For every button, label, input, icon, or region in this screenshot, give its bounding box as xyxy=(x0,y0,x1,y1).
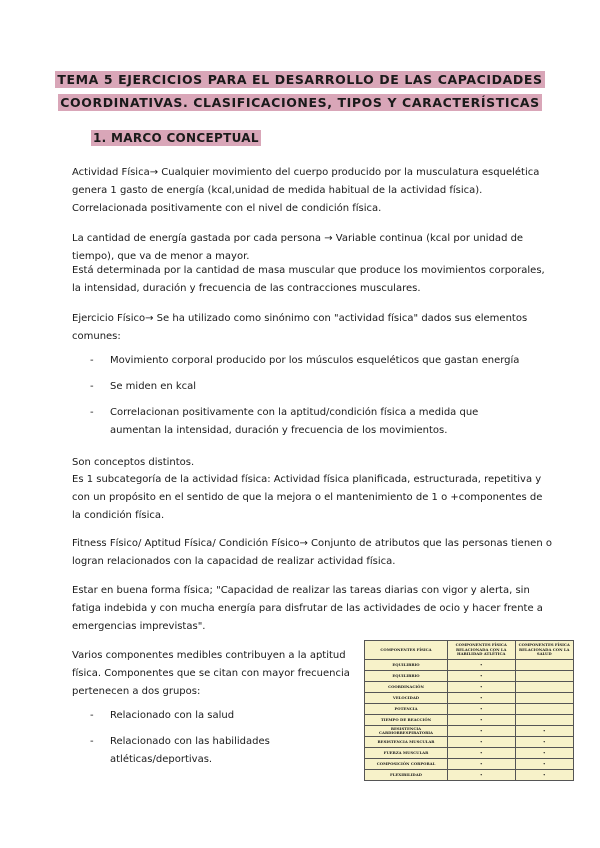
table-cell: EQUILIBRIO xyxy=(365,660,448,671)
table-row xyxy=(365,671,574,682)
paragraph-subcategoria: Es 1 subcategoría de la actividad física: Actividad física planificada, estructurada, repetitiva y con un propósito en el sentido de que la mejora o el mantenimiento de 1 o +componentes de la condición física. xyxy=(72,474,543,521)
table-cell: RESISTENCIA CARDIORRESPIRATORIA xyxy=(365,726,448,737)
table-cell xyxy=(515,715,574,726)
table-cell: • xyxy=(448,770,516,781)
table-cell: • xyxy=(515,759,574,770)
paragraph-actividad-fisica: Actividad Física→ Cualquier movimiento del cuerpo producido por la musculatura esquelética genera 1 gasto de energía (kcal,unidad de medida habitual de la actividad física). Correlacionada positivamente con el nivel de condición física. xyxy=(72,167,540,214)
table-cell: • xyxy=(448,693,516,704)
bullet-dash: - xyxy=(90,407,94,418)
table-cell: • xyxy=(515,748,574,759)
paragraph-ejercicio-fisico: Ejercicio Físico→ Se ha utilizado como sinónimo con "actividad física" dados sus elementos comunes: xyxy=(72,313,528,342)
table-cell: • xyxy=(515,737,574,748)
table-cell: TIEMPO DE REACCIÓN xyxy=(365,715,448,726)
table-row xyxy=(365,770,574,781)
table-cell: VELOCIDAD xyxy=(365,693,448,704)
table-header-row xyxy=(365,641,574,660)
table-row xyxy=(365,682,574,693)
paragraph-conceptos: Son conceptos distintos. xyxy=(72,457,195,468)
table-row xyxy=(365,726,574,737)
table-cell: • xyxy=(448,737,516,748)
table-row xyxy=(365,715,574,726)
table-cell xyxy=(515,660,574,671)
table-cell: COORDINACIÓN xyxy=(365,682,448,693)
table-cell xyxy=(515,682,574,693)
table-row xyxy=(365,759,574,770)
table-cell: FLEXIBILIDAD xyxy=(365,770,448,781)
table-cell: EQUILIBRIO xyxy=(365,671,448,682)
bullet-dash: - xyxy=(90,736,94,747)
table-cell: COMPOSICIÓN CORPORAL xyxy=(365,759,448,770)
bullet-dash: - xyxy=(90,381,94,392)
paragraph-fitness: Fitness Físico/ Aptitud Física/ Condición Físico→ Conjunto de atributos que las personas tienen o logran relacionados con la capacidad de realizar actividad física. xyxy=(72,538,552,567)
table-cell: RESISTENCIA MUSCULAR xyxy=(365,737,448,748)
bullet-item: Relacionado con las habilidades atléticas/deportivas. xyxy=(110,736,270,765)
table-cell: • xyxy=(448,704,516,715)
table-row xyxy=(365,748,574,759)
bullet-item: Correlacionan positivamente con la aptitud/condición física a medida que aumentan la intensidad, duración y frecuencia de los movimientos. xyxy=(110,407,479,436)
table-row xyxy=(365,693,574,704)
paragraph-componentes: Varios componentes medibles contribuyen a la aptitud física. Componentes que se citan con mayor frecuencia pertenecen a dos grupos: xyxy=(72,650,350,697)
table-cell: • xyxy=(448,748,516,759)
table-row xyxy=(365,660,574,671)
bullet-item: Relacionado con la salud xyxy=(110,710,235,721)
table-cell: • xyxy=(448,682,516,693)
section-heading: 1. MARCO CONCEPTUAL xyxy=(93,131,259,145)
table-cell: • xyxy=(448,671,516,682)
bullet-item: Movimiento corporal producido por los músculos esqueléticos que gastan energía xyxy=(110,355,520,366)
table-cell: POTENCIA xyxy=(365,704,448,715)
table-cell xyxy=(515,704,574,715)
table-cell: • xyxy=(448,660,516,671)
table-cell: FUERZA MUSCULAR xyxy=(365,748,448,759)
table-row xyxy=(365,737,574,748)
table-cell: • xyxy=(448,726,516,737)
bullet-dash: - xyxy=(90,710,94,721)
paragraph-masa-muscular: Está determinada por la cantidad de masa muscular que produce los movimientos corporales, la intensidad, duración y frecuencia de las contracciones musculares. xyxy=(72,265,545,294)
title-line-2: COORDINATIVAS. CLASIFICACIONES, TIPOS Y CARACTERÍSTICAS xyxy=(60,95,540,110)
table-row xyxy=(365,704,574,715)
table-header-cell: COMPONENTES FÍSICA xyxy=(365,641,448,660)
table-cell xyxy=(515,671,574,682)
table-cell: • xyxy=(515,726,574,737)
paragraph-buena-forma: Estar en buena forma física; "Capacidad de realizar las tareas diarias con vigor y alerta, sin fatiga indebida y con mucha energía para disfrutar de las actividades de ocio y hacer frente a emergencias imprevistas". xyxy=(72,585,543,632)
title-line-1: TEMA 5 EJERCICIOS PARA EL DESARROLLO DE LAS CAPACIDADES xyxy=(57,72,543,87)
bullet-dash: - xyxy=(90,355,94,366)
table-cell: • xyxy=(515,770,574,781)
table-cell xyxy=(515,693,574,704)
table-cell: • xyxy=(448,715,516,726)
table-header-cell: COMPONENTES FÍSICA RELACIONADA CON LA SALUD xyxy=(515,641,574,660)
paragraph-energia: La cantidad de energía gastada por cada persona → Variable continua (kcal por unidad de tiempo), que va de menor a mayor. xyxy=(72,233,524,262)
bullet-item: Se miden en kcal xyxy=(110,381,197,392)
components-table xyxy=(364,640,574,781)
table-cell: • xyxy=(448,759,516,770)
table-header-cell: COMPONENTES FÍSICA RELACIONADA CON LA HABILIDAD ATLÉTICA xyxy=(448,641,516,660)
